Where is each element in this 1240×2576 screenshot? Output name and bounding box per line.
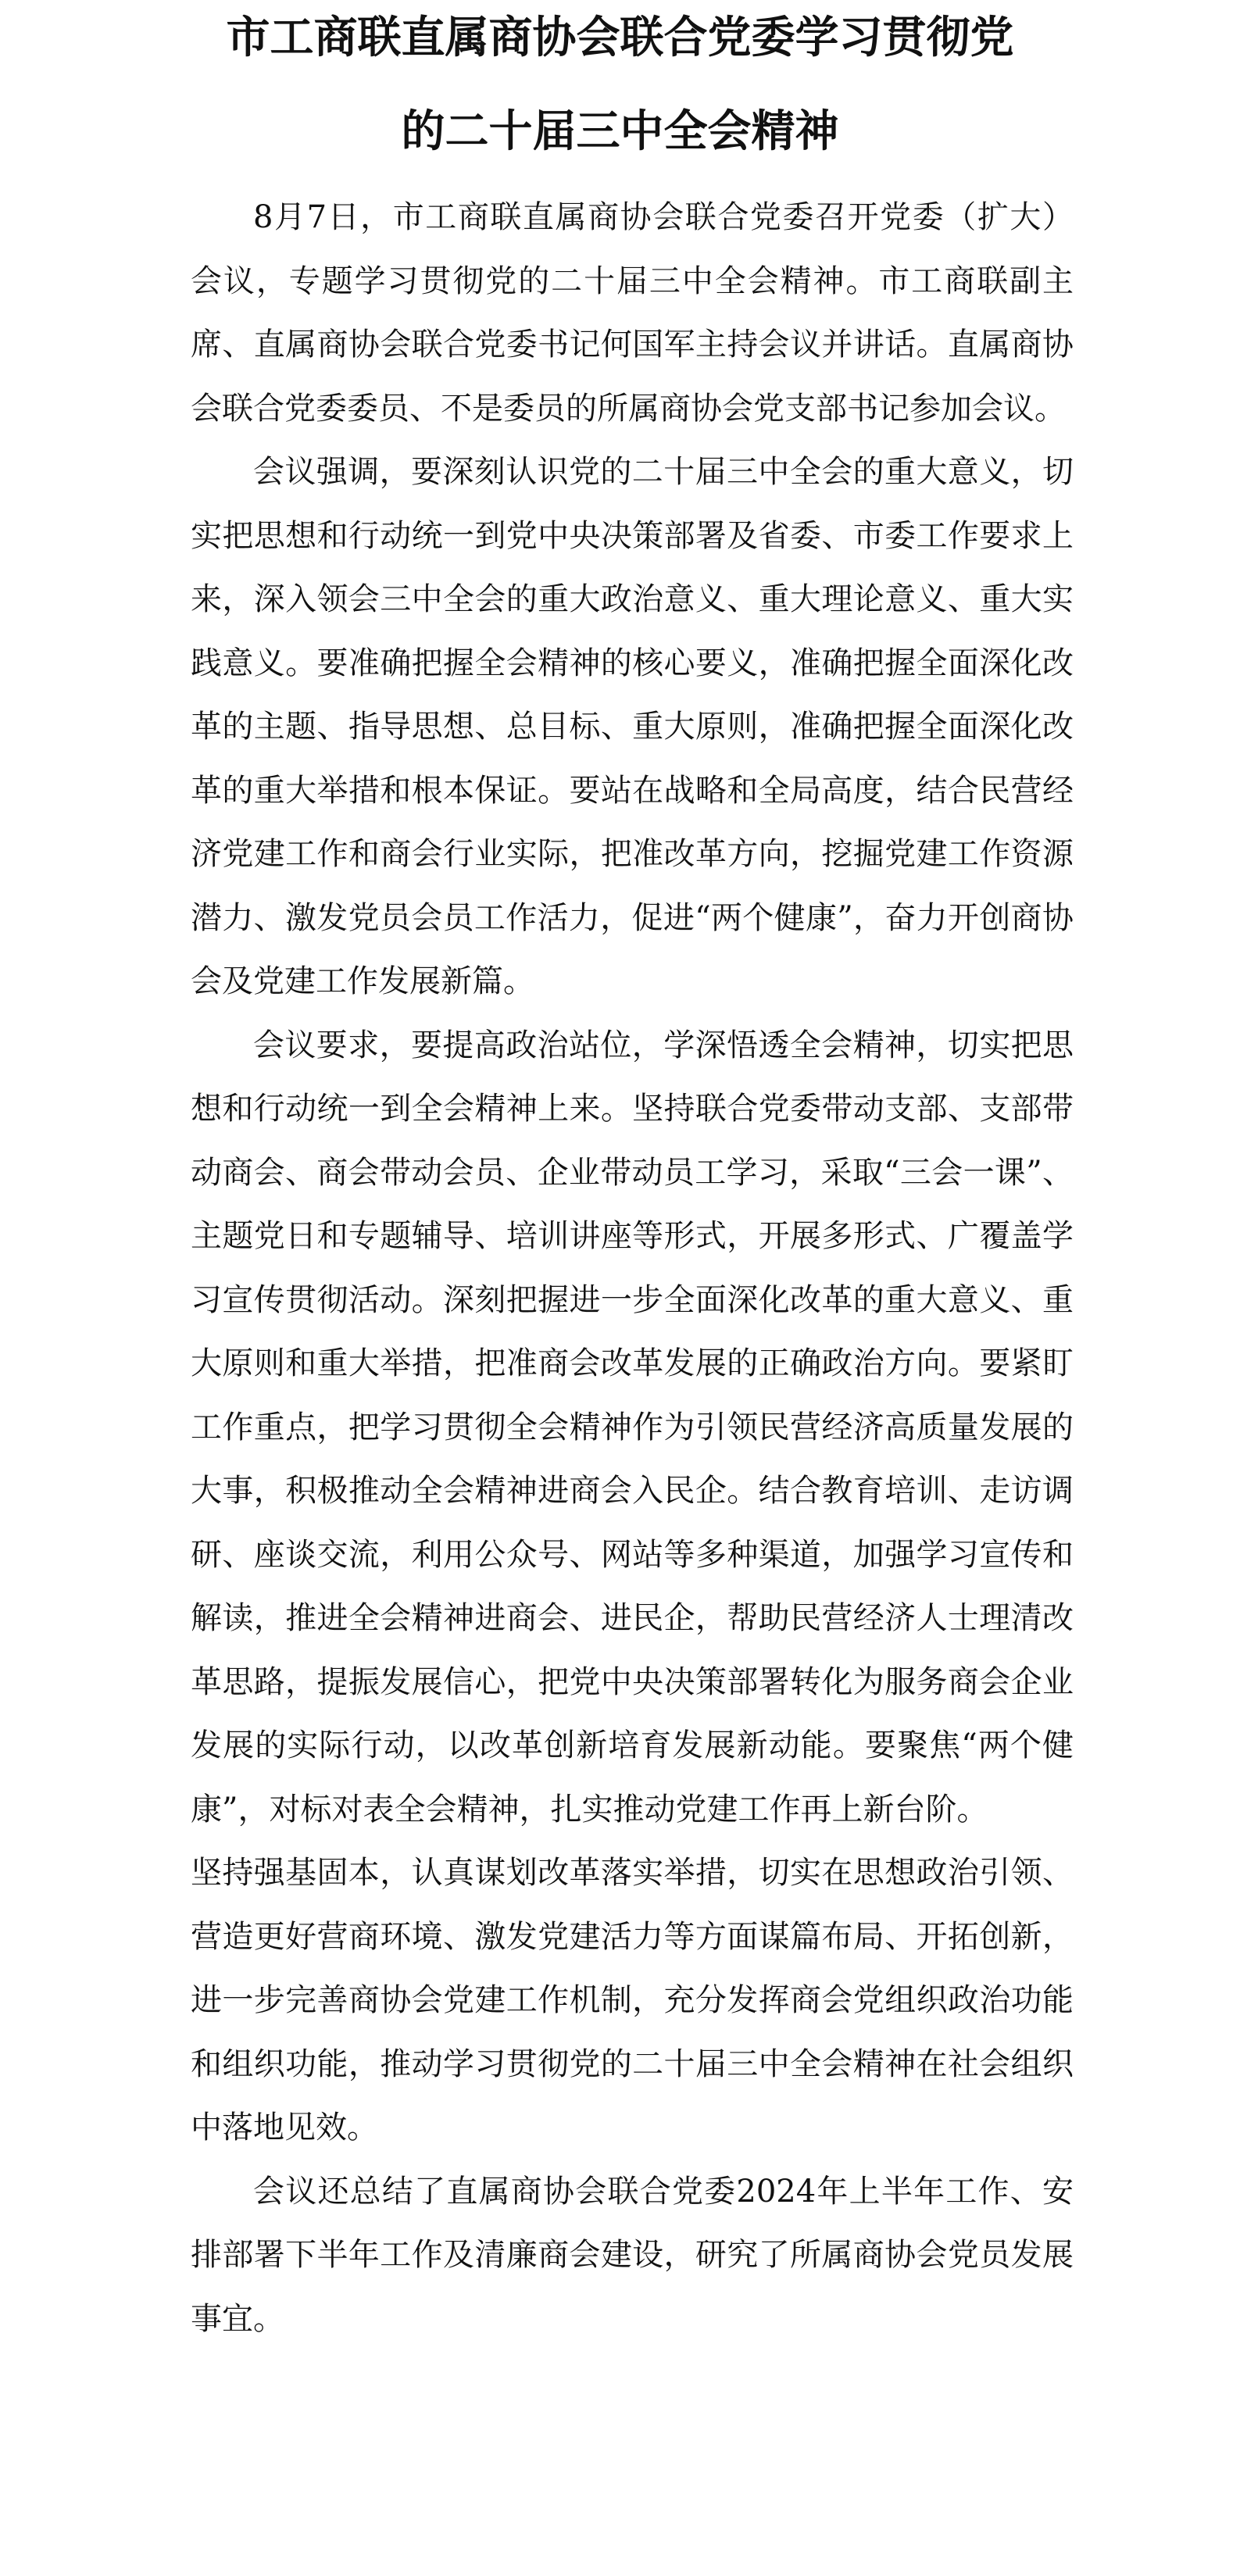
article-body (191, 186, 1074, 2351)
article-paragraph-5: 会议还总结了直属商协会联合党委2024年上半年工作、安排部署下半年工作及清廉商会建设，研究了所属商协会党员发展事宜。 (191, 2173, 1074, 2337)
article-title-line-2: 的二十届三中全会精神 (401, 105, 839, 157)
article-paragraph-4: 坚持强基固本，认真谋划改革落实举措，切实在思想政治引领、营造更好营商环境、激发党建活力等方面谋篇布局、开拓创新，进一步完善商协会党建工作机制，充分发挥商会党组织政治功能和组织功能，推动学习贯彻党的二十届三中全会精神在社会组织中落地见效。 (191, 1855, 1074, 2145)
article-paragraph-1: 8月7日，市工商联直属商协会联合党委召开党委（扩大）会议，专题学习贯彻党的二十届三中全会精神。市工商联副主席、直属商协会联合党委书记何国军主持会议并讲话。直属商协会联合党委委员、不是委员的所属商协会党支部书记参加会议。 (191, 199, 1074, 427)
article-paragraph-2: 会议强调，要深刻认识党的二十届三中全会的重大意义，切实把思想和行动统一到党中央决策部署及省委、市委工作要求上来，深入领会三中全会的重大政治意义、重大理论意义、重大实践意义。要准确把握全会精神的核心要义，准确把握全面深化改革的主题、指导思想、总目标、重大原则，准确把握全面深化改革的重大举措和根本保证。要站在战略和全局高度，结合民营经济党建工作和商会行业实际，把准改革方向，挖掘党建工作资源潜力、激发党员会员工作活力，促进“两个健康”，奋力开创商协会及党建工作发展新篇。 (191, 454, 1074, 999)
article-title-line-1: 市工商联直属商协会联合党委学习贯彻党 (226, 12, 1014, 63)
article-paragraph-3: 会议要求，要提高政治站位，学深悟透全会精神，切实把思想和行动统一到全会精神上来。坚持联合党委带动支部、支部带动商会、商会带动会员、企业带动员工学习，采取“三会一课”、主题党日和专题辅导、培训讲座等形式，开展多形式、广覆盖学习宣传贯彻活动。深刻把握进一步全面深化改革的重大意义、重大原则和重大举措，把准商会改革发展的正确政治方向。要紧盯工作重点，把学习贯彻全会精神作为引领民营经济高质量发展的大事，积极推动全会精神进商会入民企。结合教育培训、走访调研、座谈交流，利用公众号、网站等多种渠道，加强学习宣传和解读，推进全会精神进商会、进民企，帮助民营经济人士理清改革思路，提振发展信心，把党中央决策部署转化为服务商会企业发展的实际行动，以改革创新培育发展新动能。要聚焦“两个健康”，对标对表全会精神，扎实推动党建工作再上新台阶。 (191, 1027, 1074, 1827)
